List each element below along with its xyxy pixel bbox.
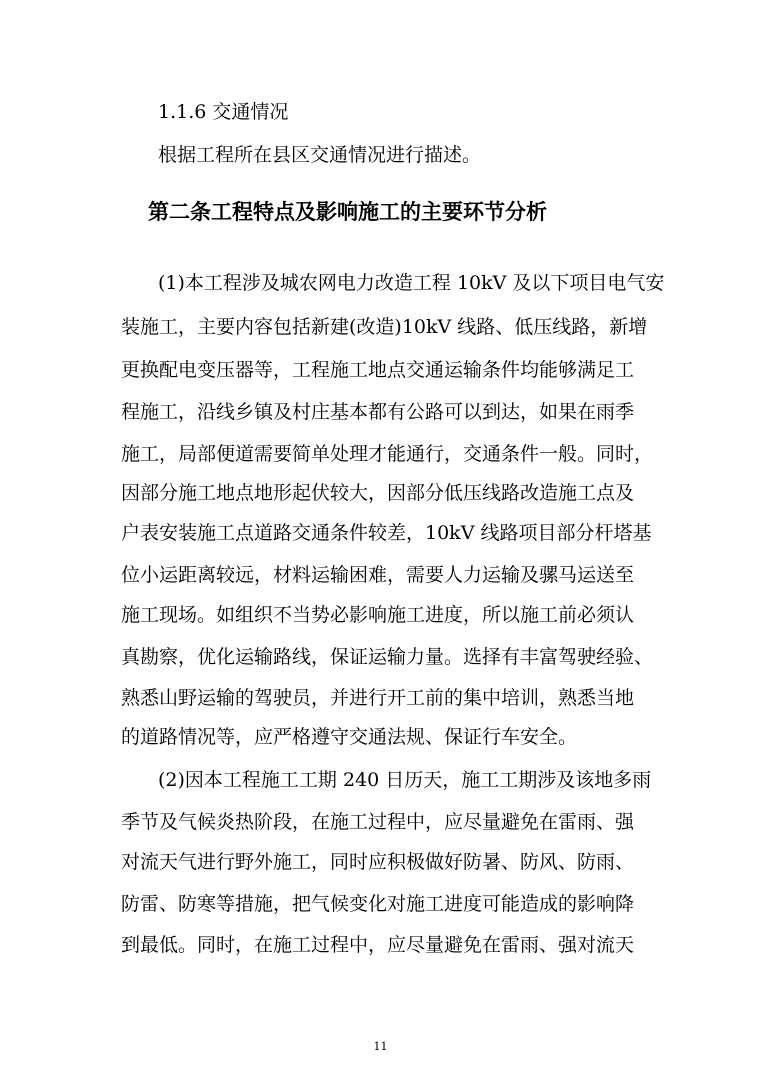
section-body: 根据工程所在县区交通情况进行描述。 bbox=[158, 144, 482, 166]
paragraph-line: (1)本工程涉及城农网电力改造工程 10kV 及以下项目电气安 bbox=[158, 272, 665, 294]
paragraph-line: 季节及气候炎热阶段，在施工过程中，应尽量避免在雷雨、强 bbox=[121, 811, 635, 833]
paragraph-line: 程施工，沿线乡镇及村庄基本都有公路可以到达，如果在雨季 bbox=[121, 401, 635, 423]
paragraph-line: 户表安装施工点道路交通条件较差，10kV 线路项目部分杆塔基 bbox=[121, 522, 652, 544]
paragraph-line: 到最低。同时，在施工过程中，应尽量避免在雷雨、强对流天 bbox=[121, 934, 635, 956]
paragraph-line: 防雷、防寒等措施，把气候变化对施工进度可能造成的影响降 bbox=[121, 893, 635, 915]
paragraph-line: 因部分施工地点地形起伏较大，因部分低压线路改造施工点及 bbox=[121, 482, 635, 504]
paragraph-line: 施工现场。如组织不当势必影响施工进度，所以施工前必须认 bbox=[121, 604, 635, 626]
paragraph-line: 装施工，主要内容包括新建(改造)10kV 线路、低压线路，新增 bbox=[121, 316, 648, 338]
paragraph-line: 真勘察，优化运输路线，保证运输力量。选择有丰富驾驶经验、 bbox=[121, 646, 654, 668]
paragraph-line: 更换配电变压器等，工程施工地点交通运输条件均能够满足工 bbox=[121, 359, 635, 381]
paragraph-line: 熟悉山野运输的驾驶员，并进行开工前的集中培训，熟悉当地 bbox=[121, 687, 635, 709]
article-heading: 第二条工程特点及影响施工的主要环节分析 bbox=[148, 199, 547, 224]
page-number: 11 bbox=[373, 1040, 388, 1053]
paragraph-line: 位小运距离较远，材料运输困难，需要人力运输及骡马运送至 bbox=[121, 564, 635, 586]
paragraph-line: 的道路情况等，应严格遵守交通法规、保证行车安全。 bbox=[121, 726, 578, 748]
paragraph-line: 对流天气进行野外施工，同时应积极做好防暑、防风、防雨、 bbox=[121, 851, 635, 873]
paragraph-line: 施工，局部便道需要简单处理才能通行，交通条件一般。同时， bbox=[121, 443, 654, 465]
section-title: 1.1.6 交通情况 bbox=[158, 101, 289, 123]
paragraph-line: (2)因本工程施工工期 240 日历天，施工工期涉及该地多雨 bbox=[158, 769, 652, 791]
